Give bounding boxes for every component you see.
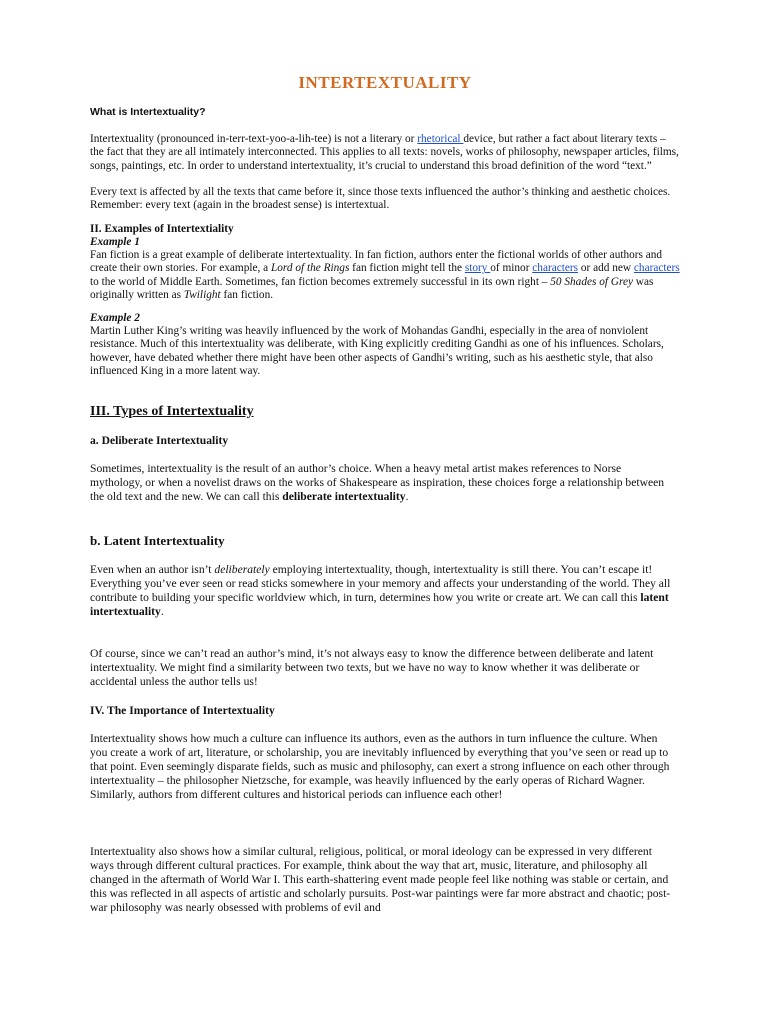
latent-emphasis: deliberately xyxy=(214,563,270,576)
ex1-text: Fan fiction is a great example of deliberate intertextuality. In fan fiction, authors enter the fictional worlds of other authors and create their own stories. For example, a xyxy=(90,249,663,275)
latent-text: Even when an author isn’t xyxy=(90,563,215,576)
importance-paragraph-1: Intertextuality shows how much a culture can influence its authors, even as the authors in turn influence the culture. When you create a work of art, literature, or scholarship, you are inevitably influenced by everything that you’ve seen or read up to that point. Even seemingly disparate fields, such as music and philosophy, can exert a strong influence on each other through intertextuality – the philosopher Nietzsche, for example, was heavily influenced by the early operas of Richard Wagner. Similarly, authors from different cultures and historical periods can influence each other! xyxy=(90,732,670,801)
document-title: INTERTEXTUALITY xyxy=(298,73,472,92)
importance-paragraph-2: Intertextuality also shows how a similar cultural, religious, political, or moral ideology can be expressed in very different ways through different cultural practices. For example, think about the way that art, music, literature, and philosophy all changed in the aftermath of World War I. This earth-shattering event made people feel like nothing was stable or certain, and this was reflected in all aspects of artistic and scholarly pursuits. Post-war paintings were far more abstract and chaotic; post-war philosophy was nearly obsessed with problems of evil and xyxy=(90,845,671,914)
ex1-text: to the world of Middle Earth. Sometimes, fan fiction becomes extremely successful in its own right – xyxy=(90,275,551,288)
latent-text-end: . xyxy=(160,605,164,618)
example-2-paragraph: Martin Luther King’s writing was heavily influenced by the work of Mohandas Gandhi, especially in the area of nonviolent resistance. Much of this intertextuality was deliberate, with King explicitly crediting Gandhi as one of his influences. Scholars, however, have debated whether there might have been other aspects of Gandhi’s writing, such as his aesthetic style, that also influenced King in a more latent way. xyxy=(90,325,664,377)
example-1-paragraph xyxy=(90,249,680,302)
intro-paragraph xyxy=(90,133,680,173)
deliberate-heading: a. Deliberate Intertextuality xyxy=(90,434,229,447)
ex1-title-50-shades: 50 Shades of Grey xyxy=(550,275,633,288)
ex1-text: fan fiction might tell the xyxy=(349,262,465,275)
question-heading: What is Intertextuality? xyxy=(90,106,206,118)
example-2-label: Example 2 xyxy=(90,312,140,324)
intro-text: Intertextuality (pronounced in-terr-text-yoo-a-lih-tee) is not a literary or xyxy=(90,133,418,145)
characters-link-2[interactable]: characters xyxy=(633,262,680,275)
characters-link-1[interactable]: characters xyxy=(532,262,579,275)
types-heading: III. Types of Intertextuality xyxy=(90,404,254,419)
deliberate-paragraph xyxy=(90,462,675,504)
latent-paragraph-2: Of course, since we can’t read an author’s mind, it’s not always easy to know the difference between deliberate and latent intertextuality. We might find a similarity between two texts, but we have no way to know whether it was deliberate or accidental unless the author tells us! xyxy=(90,647,654,688)
latent-paragraph xyxy=(90,563,675,619)
story-link[interactable]: story xyxy=(464,262,491,275)
importance-heading: IV. The Importance of Intertextuality xyxy=(90,704,275,717)
latent-text: employing intertextuality, though, intertextuality is still there. You can’t escape it! Everything you’ve ever seen or read sticks somewhere in your memory and affects your understanding of the world. They all contribute to building your specific worldview which, in turn, determines how you write or create art. We can call this xyxy=(90,563,671,604)
ex1-text: of minor xyxy=(490,262,533,275)
ex1-title-lotr: Lord of the Rings xyxy=(271,262,350,275)
ex1-text: fan fiction. xyxy=(220,288,274,301)
deliberate-term: deliberate intertextuality xyxy=(282,490,406,503)
ex1-title-twilight: Twilight xyxy=(183,288,221,301)
examples-heading: II. Examples of Intertextiality xyxy=(90,223,234,235)
intro-text-cont: device, but rather a fact about literary texts – the fact that they are all intimately interconnected. This applies to all texts: novels, works of philosophy, newspaper articles, films, songs, paintings, etc. In order to understand intertextuality, it’s crucial to understand this broad definition of the word “text.” xyxy=(90,133,679,172)
deliberate-text: Sometimes, intertextuality is the result of an author’s choice. When a heavy metal artist makes references to Norse mythology, or when a novelist draws on the works of Shakespeare as inspiration, these choices forge a relationship between the old text and the new. We can call this xyxy=(90,462,665,503)
latent-heading: b. Latent Intertextuality xyxy=(90,533,225,548)
example-1-label: Example 1 xyxy=(90,236,140,248)
ex1-text: was originally written as xyxy=(90,275,654,301)
rhetorical-link[interactable]: rhetorical xyxy=(417,133,464,145)
intro-paragraph-2: Every text is affected by all the texts that came before it, since those texts influenced the author’s thinking and aesthetic choices. Remember: every text (again in the broadest sense) is intertextual. xyxy=(90,186,671,212)
ex1-text: or add new xyxy=(578,262,634,275)
latent-term: latent intertextuality xyxy=(90,591,669,618)
deliberate-text-end: . xyxy=(405,490,409,503)
